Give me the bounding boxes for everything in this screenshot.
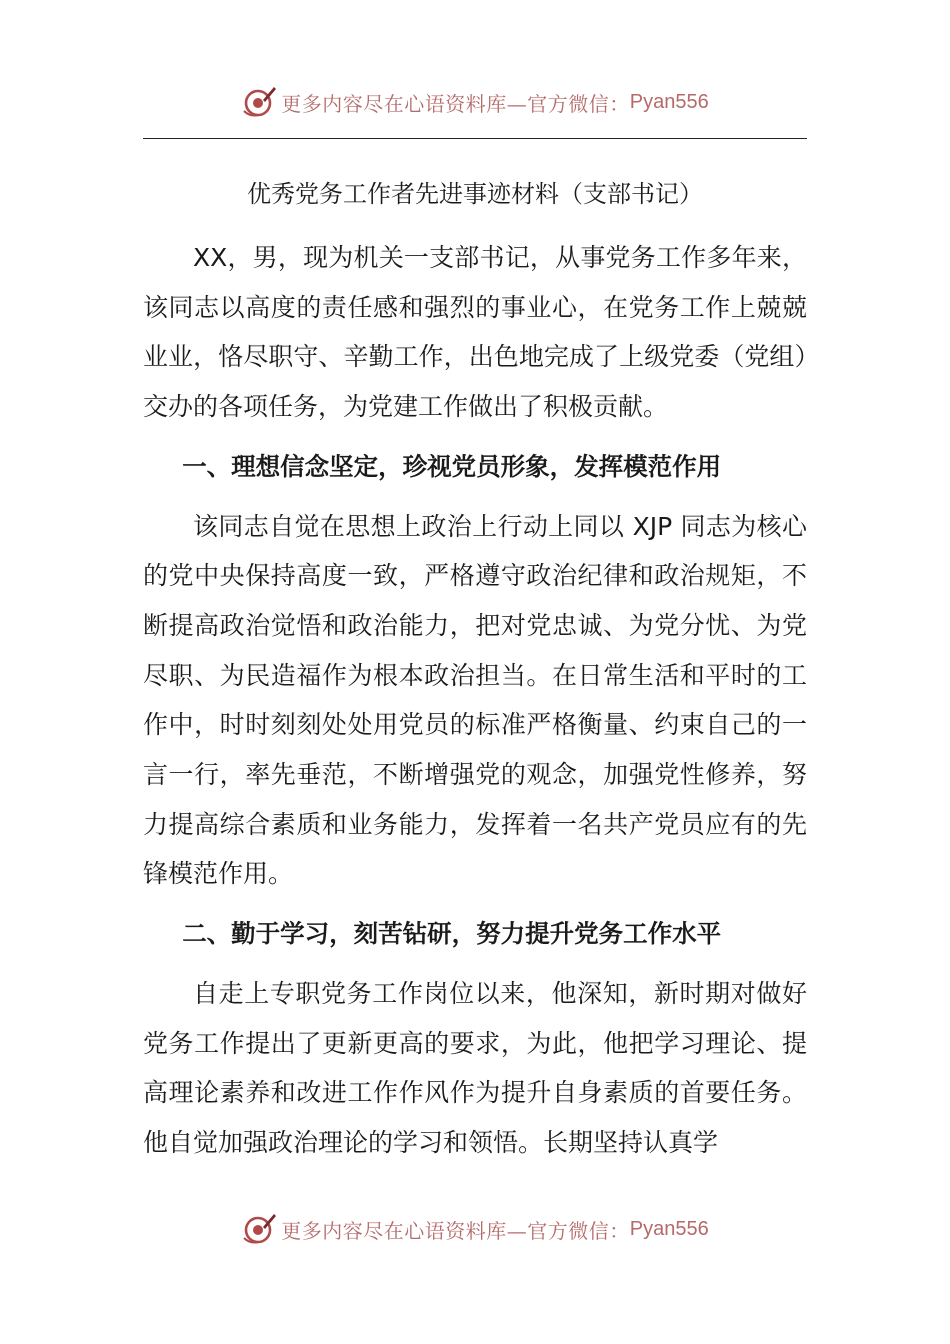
header-divider: [143, 138, 807, 139]
watermark-text: 更多内容尽在心语资料库—官方微信：: [281, 1218, 630, 1243]
header-watermark: [0, 80, 950, 124]
document-body: [143, 233, 807, 1168]
footer-watermark: [0, 1207, 950, 1251]
watermark-wechat-id: Pyan556: [629, 90, 709, 113]
section-1-heading: 一、理想信念坚定，珍视党员形象，发挥模范作用: [182, 451, 722, 481]
document-title: 优秀党务工作者先进事迹材料（支部书记）: [247, 180, 703, 208]
watermark-wechat-id: Pyan556: [629, 1217, 709, 1240]
section-2-body: 自走上专职党务工作岗位以来，他深知，新时期对做好党务工作提出了更新更高的要求，为此，他把学习理论、提高理论素养和改进工作作风作为提升自身素质的首要任务。他自觉加强政治理论的学习和领悟。长期坚持认真学: [143, 978, 807, 1157]
section-2-heading: 二、勤于学习，刻苦钻研，努力提升党务工作水平: [182, 919, 722, 949]
pen-circle-logo-icon: [241, 1211, 277, 1247]
intro-paragraph: XX，男，现为机关一支部书记，从事党务工作多年来，该同志以高度的责任感和强烈的事业心，在党务工作上兢兢业业，恪尽职守、辛勤工作，出色地完成了上级党委（党组）交办的各项任务，为党建工作做出了积极贡献。: [143, 243, 807, 422]
section-1-body: 该同志自觉在思想上政治上行动上同以 XJP 同志为核心的党中央保持高度一致，严格遵守政治纪律和政治规矩，不断提高政治觉悟和政治能力，把对党忠诚、为党分忧、为党尽职、为民造福作为根本政治担当。在日常生活和平时的工作中，时时刻刻处处用党员的标准严格衡量、约束自己的一言一行，率先垂范，不断增强党的观念，加强党性修养，努力提高综合素质和业务能力，发挥着一名共产党员应有的先锋模范作用。: [143, 511, 807, 889]
pen-circle-logo-icon: [241, 84, 277, 120]
watermark-text: 更多内容尽在心语资料库—官方微信：: [281, 91, 630, 116]
